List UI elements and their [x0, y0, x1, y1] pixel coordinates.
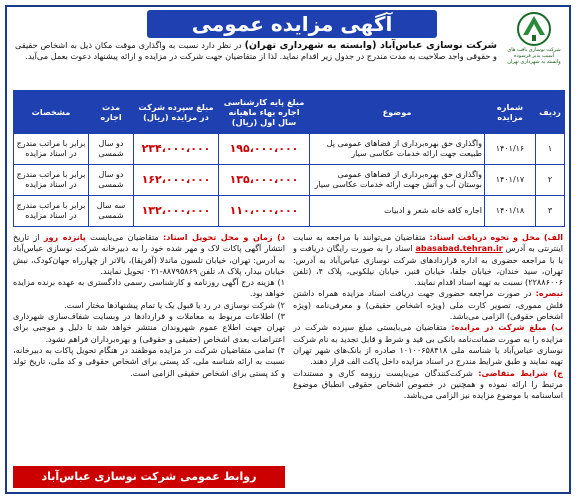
logo-caption-1: شرکت نوسازی بافت های آسیب پذیر فرسوده: [507, 47, 561, 59]
section-a: [293, 232, 563, 288]
logo-caption-2: وابسته به شهرداری تهران: [507, 59, 561, 65]
header-deposit: مبلغ سپرده شرکت در مزایده (ریال): [134, 91, 219, 134]
footer-public-relations: روابط عمومی شرکت نوسازی عباس‌آباد: [13, 466, 285, 488]
table-row: [14, 165, 565, 196]
base-price: ۱۳۵،۰۰۰،۰۰۰: [219, 165, 310, 196]
row-number: ۲: [536, 165, 565, 196]
subject: اجاره کافه خانه شعر و ادبیات: [310, 196, 485, 227]
left-column: [13, 232, 285, 379]
section-c-title: ج) شرایط متقاضی:: [478, 367, 563, 378]
row-number: ۳: [536, 196, 565, 227]
base-price: ۱۱۰،۰۰۰،۰۰۰: [219, 196, 310, 227]
item-3: ۳) اطلاعات مربوط به معاملات و قراردادها در وبسایت شفاف‌سازی شهرداری تهران جهت اطلاع عموم شهروندان منتشر خواهد شد تا دلیل و موجبی برای اعتراضات بعدی اشخاص (حقیقی و حقوقی) و بهره‌برداران فراهم نشود.: [13, 311, 285, 344]
header-specs: مشخصات: [14, 91, 89, 134]
auction-code: ۱۴۰۱/۱۸: [485, 196, 536, 227]
header-auction-code: شماره مزایده: [485, 91, 536, 134]
section-a-text: متقاضیان می‌توانند با مراجعه به سایت اینترنتی به آدرس: [293, 232, 563, 254]
advertisement-page: [5, 5, 571, 494]
section-c: [293, 368, 563, 402]
item-2: ۲) شرکت نوسازی در رد یا قبول یک یا تمام پیشنهادها مختار است.: [64, 299, 285, 310]
company-logo: [503, 11, 565, 69]
note-section: [293, 288, 563, 322]
website-link[interactable]: abasabad.tehran.ir: [415, 243, 503, 254]
company-name: شرکت نوسازی عباس‌آباد (وابسته به شهرداری تهران): [244, 40, 497, 51]
intro-text: [15, 40, 497, 62]
header-duration: مدت اجاره: [89, 91, 134, 134]
section-d-title: د) زمان و محل تحویل اسناد:: [163, 232, 285, 242]
table-row: [14, 134, 565, 165]
section-b: [293, 322, 563, 367]
header-subject: موضوع: [310, 91, 485, 134]
row-number: ۱: [536, 134, 565, 165]
item-1: ۱) هزینه درج آگهی روزنامه و کارشناسی رسمی دادگستری به عهده برنده مزایده خواهد بود.: [13, 277, 285, 299]
duration: دو سال شمسی: [89, 165, 134, 196]
deposit: ۱۶۲،۰۰۰،۰۰۰: [134, 165, 219, 196]
deadline-days: پانزده روز: [43, 232, 86, 242]
subject: واگذاری حق بهره‌برداری از فضاهای عمومی پل طبیعت جهت ارائه خدمات عکاسی سیار: [310, 134, 485, 165]
deposit: ۲۳۴،۰۰۰،۰۰۰: [134, 134, 219, 165]
header-row-number: ردیف: [536, 91, 565, 134]
duration: سه سال شمسی: [89, 196, 134, 227]
duration: دو سال شمسی: [89, 134, 134, 165]
base-price: ۱۹۵،۰۰۰،۰۰۰: [219, 134, 310, 165]
section-c-text: شرکت‌کنندگان می‌بایست رزومه کاری و مستندات مرتبط را ارائه نموده و همچنین در خصوص اشخاص حقوقی انطباق موضوع اساسنامه با موضوع مزایده نیز الزامی می‌باشد.: [293, 367, 563, 401]
item-4: ۴) تمامی متقاضیان شرکت در مزایده موظفند در هنگام تحویل پاکات به دبیرخانه، نسبت به ارائه شناسه ملی، کد پستی برای اشخاص حقوقی و کد ملی، تاریخ تولد و کد پستی برای اشخاص حقیقی الزامی است.: [13, 344, 285, 378]
subject: واگذاری حق بهره‌برداری از فضاهای عمومی بوستان آب و آتش جهت ارائه خدمات عکاسی سیار: [310, 165, 485, 196]
header-base-price: مبلغ پایه کارشناسی اجاره بهاء ماهیانه سال اول (ریال): [219, 91, 310, 134]
note-text: در صورت مراجعه حضوری جهت دریافت اسناد مزایده همراه داشتن فلش مموری، تصویر کارت ملی (ویژه اشخاص حقیقی) و معرفی‌نامه (ویژه اشخاص حقوقی) الزامی می‌باشد.: [293, 288, 563, 322]
table-row: [14, 196, 565, 227]
section-d-text: متقاضیان می‌بایست: [85, 232, 164, 242]
note-title: تبصره:: [535, 288, 563, 299]
section-a-text-2: اسناد را به صورت رایگان دریافت و یا با مراجعه حضوری به اداره قراردادهای شرکت نوسازی عباس‌آباد به آدرس: تهران، سید خندان، خیابان جلفا، خیابان قنبر، خیابان نیلکوبی، پلاک ۴، (تلفن ۲۲۸۸۶۰۰۶) نسبت به تهیه اسناد اقدام نمایند.: [293, 243, 564, 288]
auction-table: [13, 90, 565, 227]
auction-code: ۱۴۰۱/۱۷: [485, 165, 536, 196]
intro-body: در نظر دارد نسبت به واگذاری موقت مکان ذیل به اشخاص حقیقی و حقوقی واجد صلاحیت به مدت مندرج در جدول زیر اقدام نماید. لذا از متقاضیان جهت شرکت در مزایده و ارائه پیشنهاد دعوت بعمل می‌آید.: [15, 40, 497, 61]
table-header-row: [14, 91, 565, 134]
page-title: آگهی مزایده عمومی: [147, 10, 437, 38]
section-b-text: متقاضیان می‌بایستی مبلغ سپرده شرکت در مزایده را به صورت ضمانت‌نامه بانکی بی قید و شرط و قابل تجدید به نام شرکت نوسازی عباس‌آباد یا شناسه ملی ۱۰۱۰۰۶۵۸۴۱۸ صادره از بانک‌های شهر تهران تهیه نمایند و طبق شرایط مندرج در اسناد مزایده داخل پاکت الف قرار دهند.: [293, 322, 563, 367]
section-d: [13, 232, 285, 277]
deposit: ۱۳۲،۰۰۰،۰۰۰: [134, 196, 219, 227]
section-d-text-2: از تاریخ انتشار آگهی پاکات لاک و مهر شده خود را به دبیرخانه شرکت نوسازی عباس‌آباد به آدرس: تهران، خیابان تلسون ماندلا (آفریقا)، بالاتر از چهارراه جهان‌کودک، نبش خیابان بیدار، پلاک ۸، تلفن ۸۸۷۹۵۸۶۹-۰۲۱ تحویل نمایند.: [13, 232, 285, 276]
emblem-icon: [516, 11, 552, 47]
auction-code: ۱۴۰۱/۱۶: [485, 134, 536, 165]
section-a-title: الف) محل و نحوه دریافت اسناد:: [429, 232, 564, 242]
specs: برابر با مراتب مندرج در اسناد مزایده: [14, 196, 89, 227]
specs: برابر با مراتب مندرج در اسناد مزایده: [14, 165, 89, 196]
specs: برابر با مراتب مندرج در اسناد مزایده: [14, 134, 89, 165]
right-column: [293, 232, 563, 401]
section-b-title: ب) مبلغ شرکت در مزایده:: [451, 322, 563, 333]
